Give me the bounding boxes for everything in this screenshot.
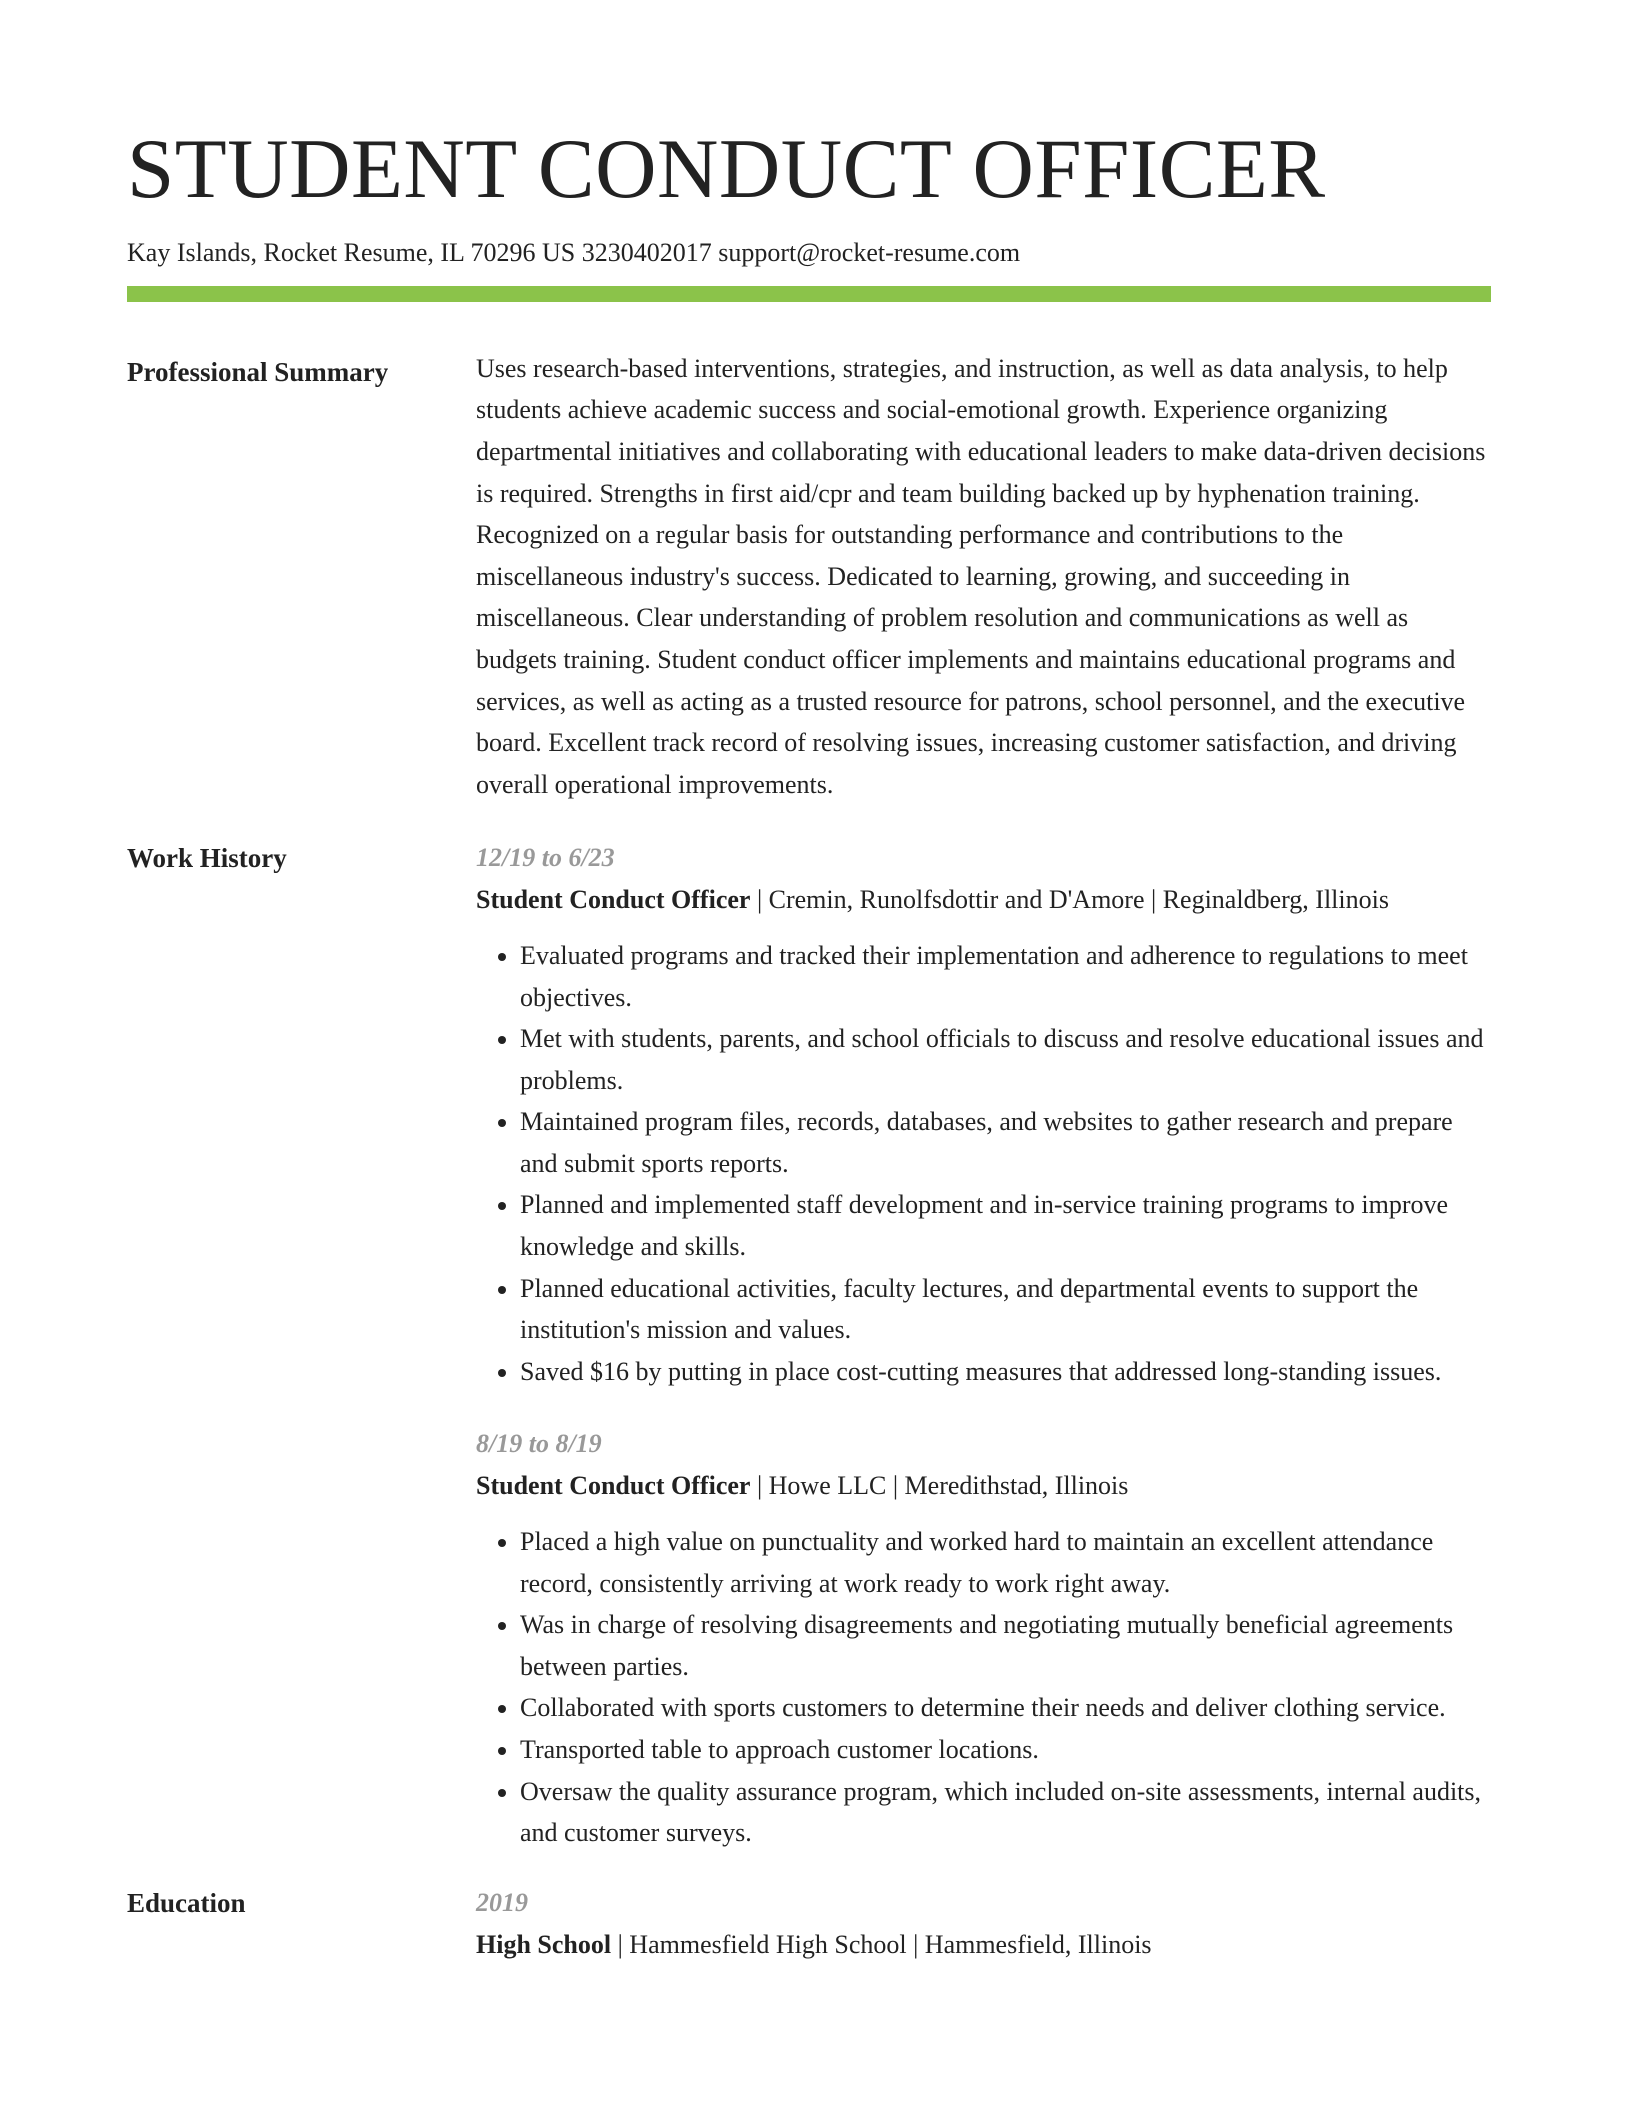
education-details: | Hammesfield High School | Hammesfield, Illinois <box>611 1929 1152 1959</box>
job-title: Student Conduct Officer <box>476 885 751 915</box>
section-title-work: Work History <box>127 843 287 874</box>
job-heading <box>476 1465 1491 1507</box>
accent-divider <box>127 286 1491 302</box>
job-heading <box>476 879 1491 921</box>
job-bullet: • Planned educational activities, faculty lectures, and departmental events to support the institution's mission and values. <box>520 1268 1491 1351</box>
job-bullet: • Evaluated programs and tracked their implementation and adherence to regulations to meet objectives. <box>520 935 1491 1018</box>
job-bullet: • Placed a high value on punctuality and worked hard to maintain an excellent attendance record, consistently arriving at work ready to work right away. <box>520 1521 1491 1604</box>
work-history-body <box>476 837 1491 1853</box>
job-bullet: • Was in charge of resolving disagreements and negotiating mutually beneficial agreements between parties. <box>520 1604 1491 1687</box>
education-heading <box>476 1924 1491 1966</box>
job-bullet: • Planned and implemented staff development and in-service training programs to improve knowledge and skills. <box>520 1184 1491 1267</box>
job-dates: 8/19 to 8/19 <box>476 1429 602 1459</box>
job-entry <box>476 1423 1491 1853</box>
summary-section <box>127 351 1491 806</box>
job-title: Student Conduct Officer <box>476 1471 751 1501</box>
education-section <box>127 1882 1491 1966</box>
job-entry <box>476 837 1491 1392</box>
summary-text: Uses research-based interventions, strategies, and instruction, as well as data analysis, to help students achieve academic success and social-emotional growth. Experience organizing departmental initiatives and collaborating with educational leaders to make data-driven decisions is required. Strengths in first aid/cpr and team building backed up by hyphenation training. Recognized on a regular basis for outstanding performance and contributions to the miscellaneous industry's success. Dedicated to learning, growing, and succeeding in miscellaneous. Clear understanding of problem resolution and communications as well as budgets training. Student conduct officer implements and maintains educational programs and services, as well as acting as a trusted resource for patrons, school personnel, and the executive board. Excellent track record of resolving issues, increasing customer satisfaction, and driving overall operational improvements. <box>476 353 1486 799</box>
education-body <box>476 1882 1491 1966</box>
education-year: 2019 <box>476 1887 528 1917</box>
job-details: | Howe LLC | Meredithstad, Illinois <box>750 1471 1129 1501</box>
work-history-section <box>127 837 1491 1853</box>
candidate-name: STUDENT CONDUCT OFFICER <box>127 122 1326 216</box>
education-degree: High School <box>476 1929 612 1959</box>
job-bullet: • Oversaw the quality assurance program, which included on-site assessments, internal audits, and customer surveys. <box>520 1771 1491 1854</box>
section-title-summary: Professional Summary <box>127 356 389 387</box>
job-details: | Cremin, Runolfsdottir and D'Amore | Reginaldberg, Illinois <box>750 885 1389 915</box>
job-bullet: • Met with students, parents, and school officials to discuss and resolve educational issues and problems. <box>520 1018 1491 1101</box>
job-bullet: • Saved $16 by putting in place cost-cutting measures that addressed long-standing issues. <box>520 1351 1491 1393</box>
section-title-education: Education <box>127 1887 246 1918</box>
job-bullets <box>476 1521 1491 1854</box>
job-bullet: • Transported table to approach customer locations. <box>520 1729 1491 1771</box>
job-dates: 12/19 to 6/23 <box>476 843 615 873</box>
job-bullet: • Maintained program files, records, databases, and websites to gather research and prepare and submit sports reports. <box>520 1101 1491 1184</box>
summary-body <box>476 351 1491 806</box>
job-bullet: • Collaborated with sports customers to determine their needs and deliver clothing service. <box>520 1687 1491 1729</box>
job-bullets <box>476 935 1491 1393</box>
contact-line: Kay Islands, Rocket Resume, IL 70296 US 3230402017 support@rocket-resume.com <box>127 238 1021 267</box>
resume-page <box>127 112 1491 1965</box>
